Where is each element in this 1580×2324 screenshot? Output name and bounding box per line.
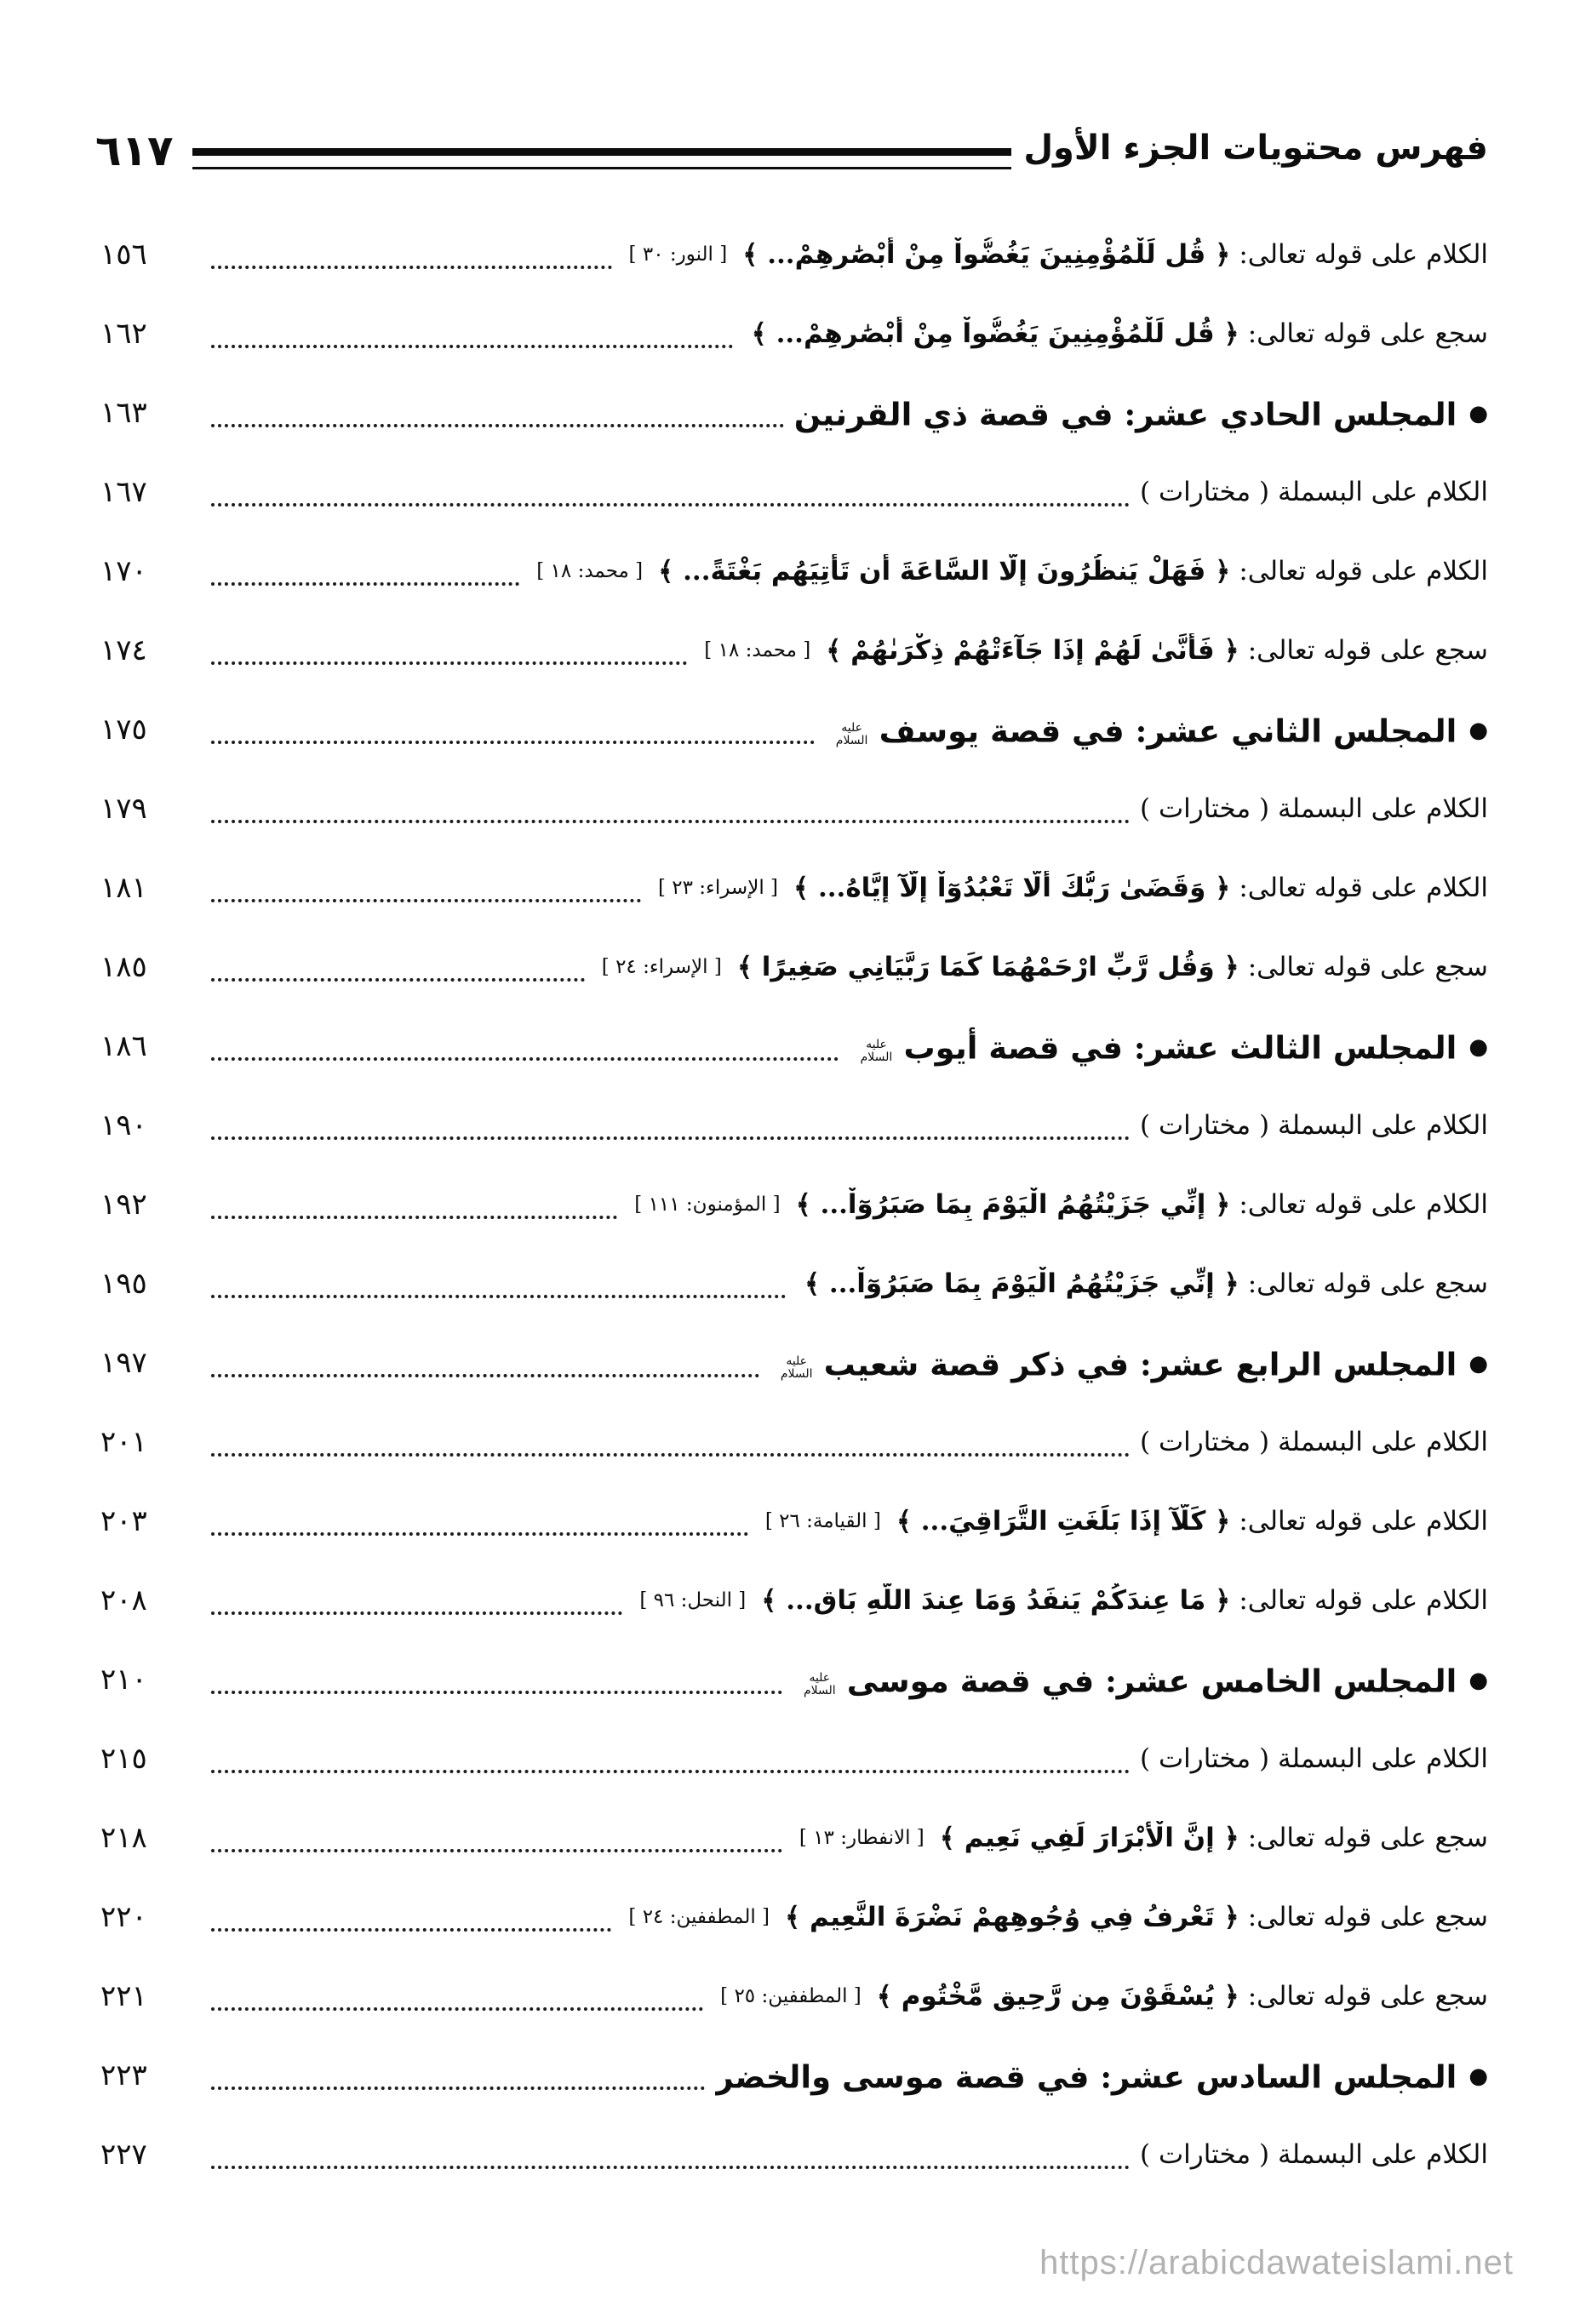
quran-verse: ﴿ فَأَنَّىٰ لَهُمْ إِذَا جَآءَتْهُمْ ذِكْرَىٰهُمْ ﴾ (826, 634, 1239, 666)
entry-text (622, 238, 1488, 272)
dotted-leader (211, 2086, 705, 2090)
dotted-leader (211, 1374, 759, 1377)
entry-text (530, 554, 1488, 588)
toc-entry (100, 848, 1488, 927)
entry-text (794, 392, 1488, 434)
toc-entry (100, 1244, 1488, 1323)
entry-text (713, 1979, 1488, 2013)
entry-page-number: ١٩٠ (100, 1108, 147, 1142)
quran-verse: ﴿ كَلَّآ إِذَا بَلَغَتِ التَّرَاقِيَ... ﴾ (896, 1505, 1231, 1537)
quran-verse: ﴿ مَا عِندَكُمْ يَنفَدُ وَمَا عِندَ اللَّهِ بَاقٍ... ﴾ (761, 1584, 1231, 1616)
quran-verse: ﴿ وَقُل رَّبِّ ارْحَمْهُمَا كَمَا رَبَّيَانِي صَغِيرًا ﴾ (736, 951, 1239, 982)
bullet-icon: ● (1468, 2064, 1488, 2090)
toc-entry (100, 769, 1488, 848)
dotted-leader (211, 1057, 839, 1061)
entry-page-number: ٢٢٠ (100, 1899, 147, 1934)
dotted-leader (211, 345, 733, 348)
quran-verse: ﴿ تَعْرِفُ فِي وُجُوهِهِمْ نَضْرَةَ النَّعِيمِ ﴾ (785, 1901, 1239, 1932)
dotted-leader (211, 1928, 611, 1932)
toc-list (100, 215, 1488, 2194)
header-double-rule (192, 148, 1012, 169)
verse-reference: [ الانفطار: ١٣ ] (799, 1826, 925, 1849)
dotted-leader (211, 820, 1130, 823)
dotted-leader (211, 661, 687, 665)
bullet-icon: ● (1468, 401, 1488, 427)
entry-page-number: ٢١٥ (100, 1741, 147, 1776)
entry-page-number: ١٦٣ (100, 395, 147, 430)
entry-text (1140, 1742, 1488, 1776)
toc-entry (100, 1877, 1488, 1956)
dotted-leader (211, 978, 585, 982)
entry-page-number: ١٨٦ (100, 1028, 147, 1063)
dotted-leader (211, 741, 815, 744)
verse-reference: [ النور: ٣٠ ] (628, 243, 728, 266)
entry-text (633, 1583, 1488, 1617)
alayhis-salam-mark: عليه السلام (835, 721, 868, 747)
entry-page-number: ٢٠١ (100, 1424, 147, 1459)
entry-page-number: ٢٢١ (100, 1978, 147, 2013)
verse-reference: [ المؤمنون: ١١١ ] (634, 1193, 781, 1216)
entry-label: الكلام على قوله تعالى: (1239, 1505, 1488, 1537)
dotted-leader (211, 266, 612, 269)
alayhis-salam-mark: عليه السلام (780, 1354, 813, 1381)
entry-text (595, 950, 1488, 984)
entry-text (1140, 475, 1488, 509)
entry-text (743, 317, 1488, 351)
entry-label: المجلس الرابع عشر: في ذكر قصة شعيب (823, 1345, 1457, 1383)
alayhis-salam-mark: عليه السلام (860, 1038, 893, 1064)
entry-page-number: ١٦٧ (100, 474, 147, 509)
bullet-icon: ● (1468, 718, 1488, 744)
dotted-leader (211, 1216, 617, 1219)
toc-entry (100, 2035, 1488, 2115)
dotted-leader (211, 1136, 1130, 1140)
toc-entry (100, 1006, 1488, 1085)
toc-entry (100, 215, 1488, 294)
entry-page-number: ٢٢٣ (100, 2058, 147, 2092)
toc-entry (100, 610, 1488, 690)
verse-reference: [ الإسراء: ٢٤ ] (601, 955, 722, 978)
entry-label: المجلس الخامس عشر: في قصة موسى (846, 1662, 1457, 1700)
entry-label: المجلس الحادي عشر: في قصة ذي القرنين (793, 395, 1457, 433)
entry-page-number: ١٨١ (100, 870, 147, 905)
toc-entry (100, 531, 1488, 610)
toc-entry (100, 1402, 1488, 1481)
toc-entry (100, 1085, 1488, 1165)
dotted-leader (211, 424, 784, 427)
verse-reference: [ محمد: ١٨ ] (704, 638, 811, 661)
toc-entry (100, 373, 1488, 452)
toc-entry (100, 690, 1488, 769)
page-header (95, 121, 1488, 180)
toc-entry (100, 2115, 1488, 2194)
entry-label: سجع على قوله تعالى: (1247, 951, 1488, 982)
toc-entry (100, 1165, 1488, 1244)
toc-entry (100, 1719, 1488, 1798)
entry-text (621, 1900, 1488, 1934)
entry-text (715, 2054, 1488, 2097)
entry-page-number: ٢١٨ (100, 1820, 147, 1855)
dotted-leader (211, 1770, 1130, 1773)
entry-label: الكلام على قوله تعالى: (1239, 555, 1488, 587)
verse-reference: [ محمد: ١٨ ] (536, 559, 644, 582)
quran-verse: ﴿ قُل لِّلْمُؤْمِنِينَ يَغُضُّواْ مِنْ أَبْصَٰرِهِمْ... ﴾ (751, 318, 1239, 349)
entry-label: الكلام على البسملة ( مختارات ) (1140, 1109, 1488, 1141)
verse-reference: [ المطففين: ٢٥ ] (720, 1984, 862, 2007)
entry-label: سجع على قوله تعالى: (1247, 1901, 1488, 1932)
toc-entry (100, 1798, 1488, 1877)
bullet-icon: ● (1468, 1034, 1488, 1061)
entry-page-number: ١٩٢ (100, 1187, 147, 1222)
entry-page-number: ١٦٢ (100, 316, 147, 351)
entry-label: الكلام على قوله تعالى: (1239, 1584, 1488, 1616)
entry-text (1140, 1425, 1488, 1459)
entry-label: الكلام على البسملة ( مختارات ) (1140, 1426, 1488, 1457)
entry-label: الكلام على قوله تعالى: (1239, 872, 1488, 903)
dotted-leader (211, 1849, 782, 1852)
verse-reference: [ القيامة: ٢٦ ] (764, 1509, 881, 1532)
entry-text (796, 1267, 1488, 1301)
verse-reference: [ النحل: ٩٦ ] (639, 1588, 747, 1611)
entry-label: المجلس الثاني عشر: في قصة يوسف (879, 712, 1457, 750)
entry-page-number: ٢٠٨ (100, 1583, 147, 1617)
quran-verse: ﴿ وَقَضَىٰ رَبُّكَ أَلَّا تَعْبُدُوٓاْ إِلَّآ إِيَّاهُ... ﴾ (793, 872, 1231, 903)
entry-label: الكلام على البسملة ( مختارات ) (1140, 793, 1488, 824)
quran-verse: ﴿ قُل لِّلْمُؤْمِنِينَ يَغُضُّواْ مِنْ أَبْصَٰرِهِمْ... ﴾ (742, 238, 1231, 270)
toc-entry (100, 927, 1488, 1006)
bullet-icon: ● (1468, 1668, 1488, 1694)
toc-entry (100, 294, 1488, 373)
entry-text (793, 1821, 1488, 1855)
dotted-leader (211, 2007, 703, 2011)
dotted-leader (211, 899, 641, 902)
entry-label: المجلس السادس عشر: في قصة موسى والخضر (715, 2058, 1457, 2096)
dotted-leader (211, 1532, 748, 1536)
toc-entry (100, 1481, 1488, 1560)
entry-text (1140, 2138, 1488, 2172)
dotted-leader (211, 503, 1130, 507)
header-page-number: ٦١٧ (95, 125, 174, 175)
entry-text (1140, 792, 1488, 826)
verse-reference: [ الإسراء: ٢٣ ] (657, 876, 778, 899)
entry-label: سجع على قوله تعالى: (1247, 1822, 1488, 1853)
toc-entry (100, 452, 1488, 531)
entry-text (697, 633, 1488, 667)
page-title: فهرس محتويات الجزء الأول (1023, 128, 1488, 168)
entry-page-number: ١٧٥ (100, 712, 147, 747)
dotted-leader (211, 1453, 1130, 1457)
entry-text (1140, 1108, 1488, 1142)
entry-label: سجع على قوله تعالى: (1247, 318, 1488, 349)
entry-text (825, 708, 1488, 751)
entry-page-number: ١٩٧ (100, 1345, 147, 1380)
toc-entry (100, 1640, 1488, 1719)
dotted-leader (211, 582, 519, 586)
dotted-leader (211, 1611, 622, 1615)
entry-label: الكلام على البسملة ( مختارات ) (1140, 476, 1488, 507)
bullet-icon: ● (1468, 1351, 1488, 1377)
dotted-leader (211, 1691, 782, 1694)
verse-reference: [ المطففين: ٢٤ ] (628, 1905, 770, 1928)
entry-label: الكلام على البسملة ( مختارات ) (1140, 1743, 1488, 1774)
entry-text (651, 871, 1488, 905)
entry-text (770, 1342, 1488, 1384)
dotted-leader (211, 1295, 786, 1298)
entry-page-number: ١٩٥ (100, 1266, 147, 1301)
entry-label: الكلام على قوله تعالى: (1239, 238, 1488, 270)
entry-text (627, 1188, 1488, 1222)
quran-verse: ﴿ إِنِّي جَزَيْتُهُمُ الْيَوْمَ بِمَا صَبَرُوٓاْ... ﴾ (795, 1188, 1231, 1220)
entry-label: الكلام على قوله تعالى: (1239, 1188, 1488, 1220)
entry-page-number: ١٨٥ (100, 949, 147, 984)
entry-page-number: ١٧٤ (100, 633, 147, 667)
dotted-leader (211, 2166, 1130, 2169)
entry-label: سجع على قوله تعالى: (1247, 1268, 1488, 1299)
quran-verse: ﴿ إِنَّ الْأَبْرَارَ لَفِي نَعِيمٍ ﴾ (939, 1822, 1239, 1853)
entry-label: سجع على قوله تعالى: (1247, 634, 1488, 666)
entry-page-number: ٢٠٣ (100, 1503, 147, 1538)
entry-text (793, 1658, 1488, 1701)
watermark-url: https://arabicdawateislami.net (1039, 2244, 1514, 2281)
entry-label: سجع على قوله تعالى: (1247, 1980, 1488, 2012)
entry-text (759, 1504, 1488, 1538)
toc-entry (100, 1560, 1488, 1640)
toc-entry (100, 1956, 1488, 2035)
quran-verse: ﴿ يُسْقَوْنَ مِن رَّحِيقٍ مَّخْتُومٍ ﴾ (876, 1980, 1239, 2012)
entry-page-number: ٢٢٧ (100, 2137, 147, 2172)
entry-page-number: ٢١٠ (100, 1662, 147, 1697)
entry-page-number: ١٧٠ (100, 553, 147, 588)
quran-verse: ﴿ فَهَلْ يَنظُرُونَ إِلَّا السَّاعَةَ أَن تَأْتِيَهُم بَغْتَةً... ﴾ (658, 555, 1231, 587)
toc-entry (100, 1323, 1488, 1402)
entry-text (849, 1025, 1488, 1068)
alayhis-salam-mark: عليه السلام (803, 1671, 836, 1697)
entry-page-number: ١٧٩ (100, 791, 147, 826)
entry-label: المجلس الثالث عشر: في قصة أيوب (903, 1028, 1457, 1067)
entry-page-number: ١٥٦ (100, 237, 147, 272)
entry-label: الكلام على البسملة ( مختارات ) (1140, 2138, 1488, 2170)
quran-verse: ﴿ إِنِّي جَزَيْتُهُمُ الْيَوْمَ بِمَا صَبَرُوٓاْ... ﴾ (804, 1268, 1239, 1299)
